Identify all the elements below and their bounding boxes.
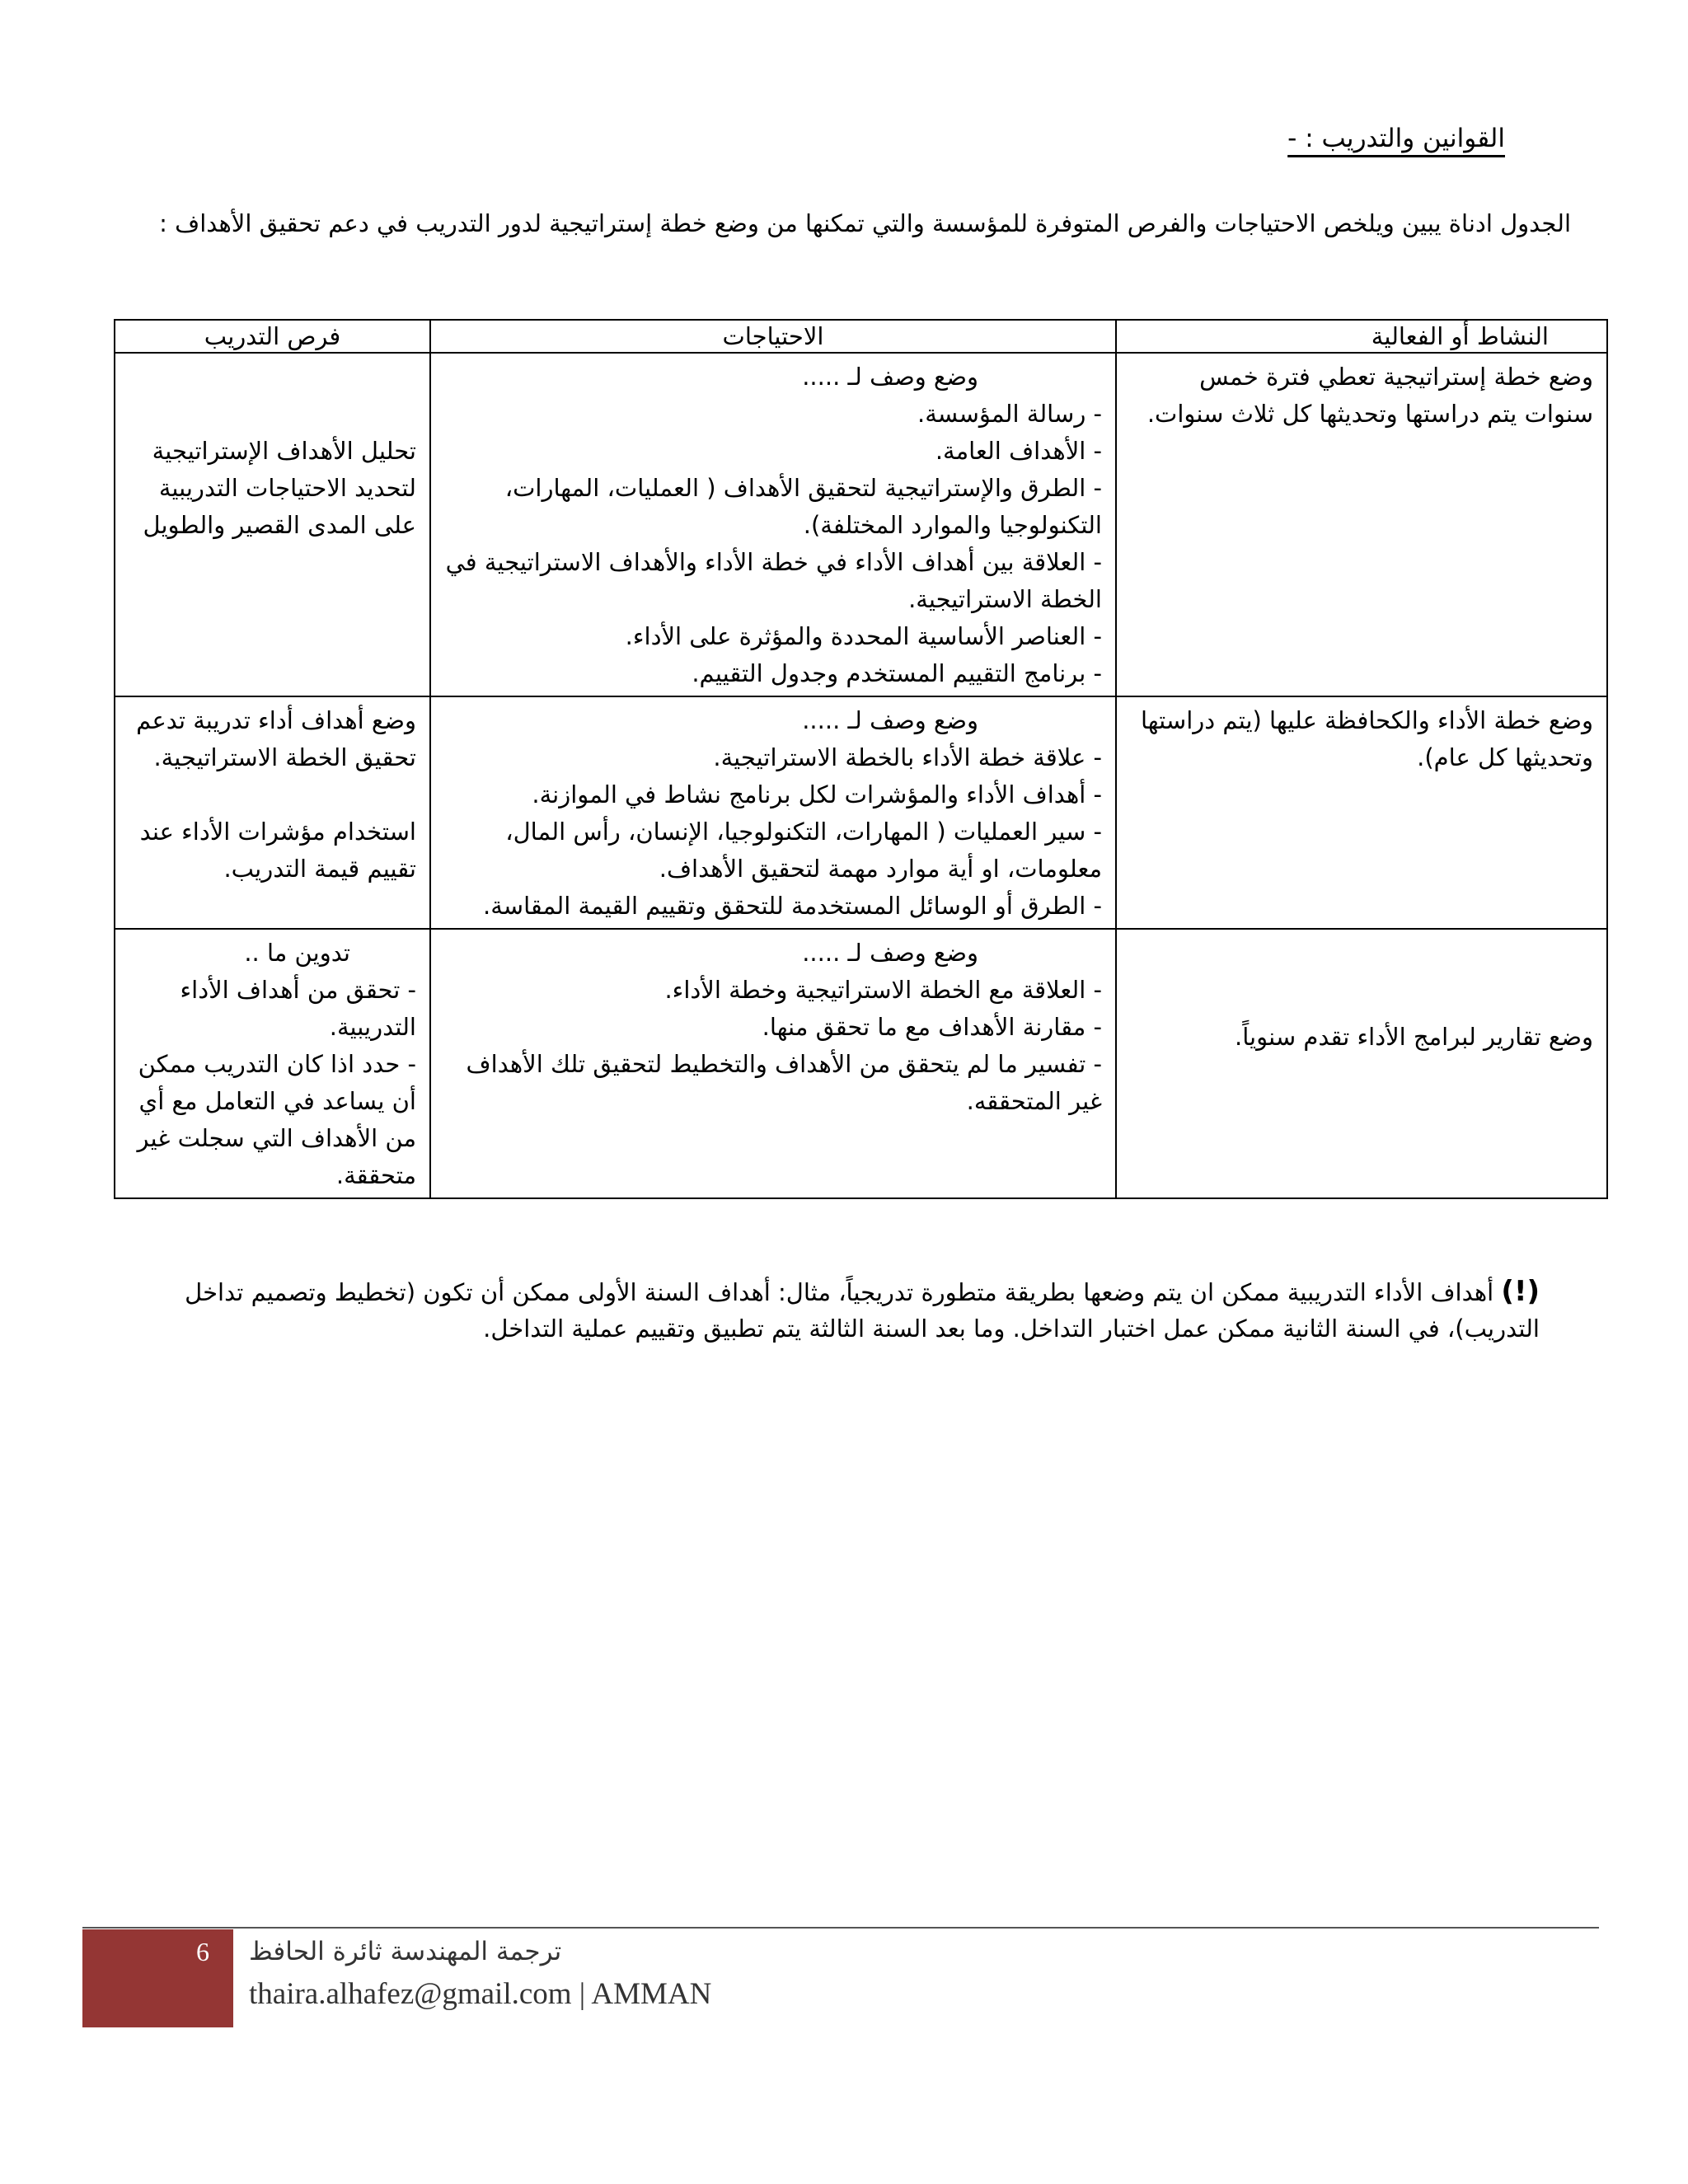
page-number: 6: [196, 1937, 209, 1966]
note-text: أهداف الأداء التدريبية ممكن ان يتم وضعها بطريقة متطورة تدريجياً، مثال: أهداف السنة الأولى ممكن أن تكون (تخطيط وتصميم تداخل التدريب)، في السنة الثانية ممكن عمل اختبار التداخل. وما بعد السنة الثالثة يتم تطبيق وتقييم عملية التداخل.: [185, 1278, 1540, 1343]
header-needs: الاحتياجات: [430, 320, 1116, 353]
table-row: [115, 353, 1607, 696]
activity-cell: [1116, 696, 1607, 929]
needs-cell: [430, 929, 1116, 1198]
activity-cell: [1116, 929, 1607, 1198]
needs-opportunities-table: [114, 319, 1608, 1199]
needs-item: - الطرق والإستراتيجية لتحقيق الأهداف ( العمليات، المهارات، التكنولوجيا والموارد المختلفة).: [504, 474, 1102, 539]
table-row: [115, 929, 1607, 1198]
needs-intro: وضع وصف لـ .....: [802, 706, 978, 734]
note-paragraph: [138, 1273, 1540, 1347]
footer-accent-box: [82, 1929, 233, 2027]
needs-cell: [430, 353, 1116, 696]
needs-item: - تفسير ما لم يتحقق من الأهداف والتخطيط لتحقيق تلك الأهداف غير المتحققه.: [466, 1050, 1102, 1115]
intro-paragraph: الجدول ادناة يبين ويلخص الاحتياجات والفرص المتوفرة للمؤسسة والتي تمكنها من وضع خطة إستراتيجية لدور التدريب في دعم تحقيق الأهداف :: [159, 209, 1571, 237]
activity-text: وضع خطة إستراتيجية تعطي فترة خمس سنوات يتم دراستها وتحديثها كل ثلاث سنوات.: [1146, 363, 1593, 428]
exclamation-icon: (!): [1501, 1275, 1540, 1308]
opportunity-item: تحليل الأهداف الإستراتيجية لتحديد الاحتياجات التدريبية على المدى القصير والطويل: [143, 437, 416, 539]
needs-item: - الأهداف العامة.: [935, 437, 1102, 465]
needs-intro: وضع وصف لـ .....: [802, 363, 978, 391]
needs-intro: وضع وصف لـ .....: [802, 939, 978, 967]
activity-cell: [1116, 353, 1607, 696]
footer-translator: ترجمة المهندسة ثائرة الحافظ: [249, 1937, 562, 1966]
needs-item: - أهداف الأداء والمؤشرات لكل برنامج نشاط في الموازنة.: [532, 780, 1102, 808]
spacer: [129, 776, 416, 813]
activity-text: وضع تقارير لبرامج الأداء تقدم سنوياً.: [1235, 1023, 1593, 1051]
needs-item: - العلاقة مع الخطة الاستراتيجية وخطة الأداء.: [664, 976, 1102, 1004]
header-opportunities: فرص التدريب: [115, 320, 430, 353]
footer-divider: [82, 1927, 1599, 1929]
needs-item: - الطرق أو الوسائل المستخدمة للتحقق وتقييم القيمة المقاسة.: [483, 892, 1102, 920]
header-activity: النشاط أو الفعالية: [1116, 320, 1607, 353]
opportunity-item: تدوين ما ..: [244, 939, 350, 967]
activity-text: وضع خطة الأداء والكحافظة عليها (يتم دراستها وتحديثها كل عام).: [1140, 706, 1593, 771]
opportunity-item: استخدام مؤشرات الأداء عند تقييم قيمة التدريب.: [139, 818, 416, 883]
needs-item: - العلاقة بين أهداف الأداء في خطة الأداء والأهداف الاستراتيجية في الخطة الاستراتيجية.: [445, 548, 1102, 613]
table-header-row: [115, 320, 1607, 353]
table-row: [115, 696, 1607, 929]
opportunities-cell: [115, 696, 430, 929]
needs-item: - علاقة خطة الأداء بالخطة الاستراتيجية.: [713, 743, 1102, 771]
footer-contact: thaira.alhafez@gmail.com | AMMAN: [249, 1977, 712, 2011]
needs-item: - برنامج التقييم المستخدم وجدول التقييم.: [692, 659, 1102, 687]
opportunity-item: - تحقق من أهداف الأداء التدريبية.: [180, 976, 416, 1041]
section-heading: القوانين والتدريب : -: [1287, 124, 1505, 153]
opportunities-cell: [115, 353, 430, 696]
needs-cell: [430, 696, 1116, 929]
needs-item: - مقارنة الأهداف مع ما تحقق منها.: [762, 1013, 1102, 1041]
needs-item: - رسالة المؤسسة.: [917, 400, 1102, 428]
needs-item: - سير العمليات ( المهارات، التكنولوجيا، الإنسان، رأس المال، معلومات، او أية موارد مهمة لتحقيق الأهداف.: [505, 818, 1102, 883]
needs-item: - العناصر الأساسية المحددة والمؤثرة على الأداء.: [625, 622, 1102, 650]
opportunity-item: وضع أهداف أداء تدريبة تدعم تحقيق الخطة الاستراتيجية.: [136, 706, 416, 771]
opportunity-item: - حدد اذا كان التدريب ممكن أن يساعد في التعامل مع أي من الأهداف التي سجلت غير متحققة.: [137, 1050, 416, 1189]
opportunities-cell: [115, 929, 430, 1198]
